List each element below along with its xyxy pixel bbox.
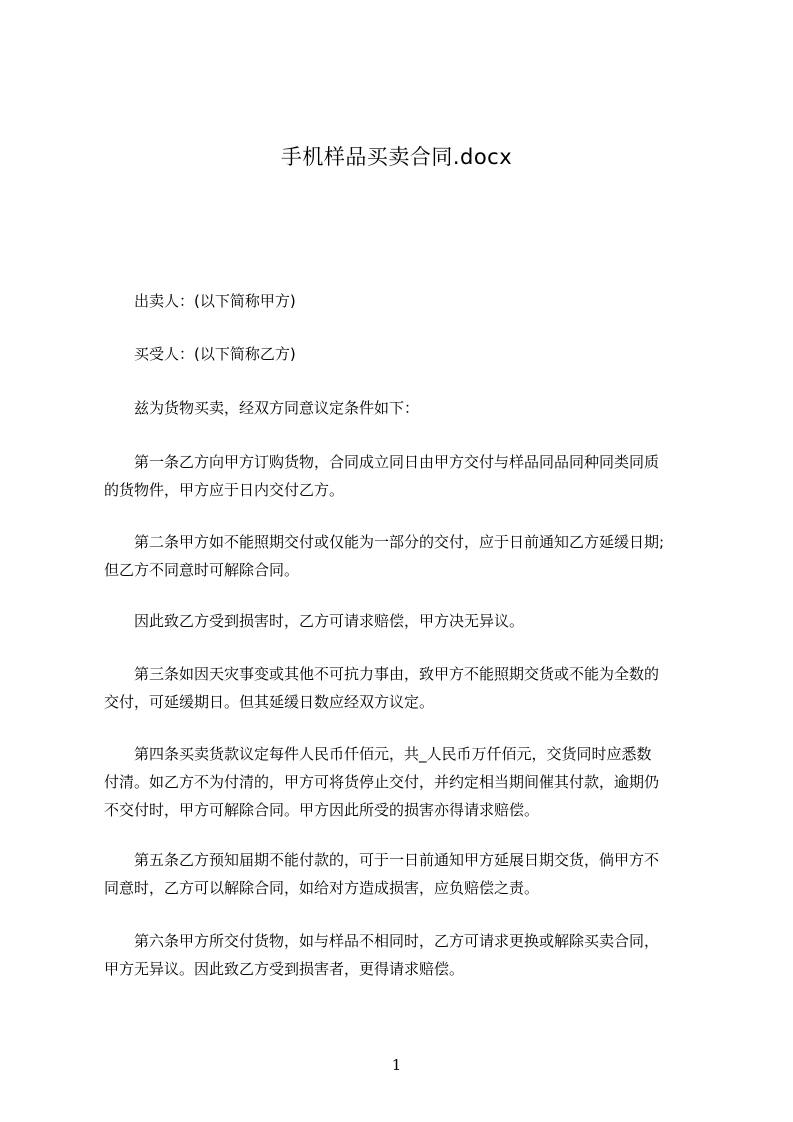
- paragraph-line: 第五条乙方预知届期不能付款的，可于一日前通知甲方延展日期交货，倘甲方不: [104, 851, 660, 869]
- paragraph-line: 交付，可延缓期日。但其延缓日数应经双方议定。: [104, 693, 435, 711]
- paragraph-line: 买受人：(以下简称乙方): [104, 345, 296, 363]
- paragraph-line: 第二条甲方如不能照期交付或仅能为一部分的交付，应于日前通知乙方延缓日期;: [104, 533, 665, 551]
- paragraph-article-3: [104, 660, 704, 716]
- paragraph-article-4: [104, 740, 704, 824]
- paragraph-line: 第六条甲方所交付货物，如与样品不相同时，乙方可请求更换或解除买卖合同，: [104, 932, 660, 950]
- paragraph-article-6: [104, 927, 704, 983]
- page-number: 1: [391, 1056, 402, 1074]
- paragraph-line: 第四条买卖货款议定每件人民币仟佰元，共_人民币万仟佰元，交货同时应悉数: [104, 745, 652, 763]
- paragraph-line: 不交付时，甲方可解除合同。甲方因此所受的损害亦得请求赔偿。: [104, 801, 540, 819]
- paragraph-article-5: [104, 846, 704, 902]
- paragraph-line: 因此致乙方受到损害时，乙方可请求赔偿，甲方决无异议。: [104, 612, 525, 630]
- paragraph-line: 同意时，乙方可以解除合同，如给对方造成损害，应负赔偿之责。: [104, 879, 540, 897]
- paragraph-article-2: [104, 528, 704, 584]
- document-title: 手机样品买卖合同.docx: [280, 145, 513, 169]
- paragraph-line: 甲方无异议。因此致乙方受到损害者，更得请求赔偿。: [104, 960, 465, 978]
- paragraph-line: 的货物件，甲方应于日内交付乙方。: [104, 481, 345, 499]
- paragraph-line: 但乙方不同意时可解除合同。: [104, 561, 300, 579]
- paragraph-line: 兹为货物买卖，经双方同意议定条件如下：: [104, 399, 420, 417]
- paragraph-article-1: [104, 448, 704, 504]
- paragraph-line: 第三条如因天灾事变或其他不可抗力事由，致甲方不能照期交货或不能为全数的: [104, 665, 660, 683]
- paragraph-damages: [104, 607, 704, 635]
- paragraph-buyer: [104, 340, 704, 368]
- paragraph-line: 第一条乙方向甲方订购货物，合同成立同日由甲方交付与样品同品同种同类同质: [104, 453, 660, 471]
- paragraph-line: 付清。如乙方不为付清的，甲方可将货停止交付，并约定相当期间催其付款，逾期仍: [104, 773, 660, 791]
- paragraph-preamble: [104, 394, 704, 422]
- paragraph-seller: [104, 287, 704, 315]
- paragraph-line: 出卖人：(以下简称甲方): [104, 292, 296, 310]
